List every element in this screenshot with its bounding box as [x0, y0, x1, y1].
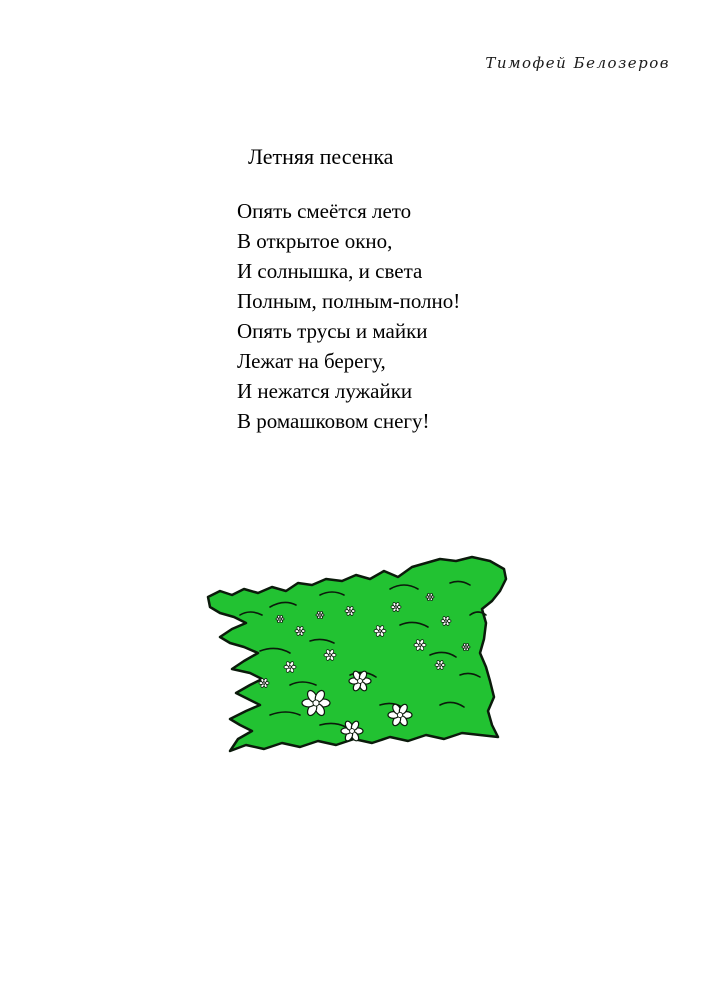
daisy-icon: [259, 678, 269, 688]
poem-line: И нежатся лужайки: [237, 379, 413, 403]
poem-line: В ромашковом снегу!: [237, 409, 430, 433]
poem-title: Летняя песенка: [248, 144, 394, 169]
author-signature: Тимофей Белозеров: [485, 54, 670, 72]
poem-line: Полным, полным-полно!: [237, 289, 461, 313]
daisy-icon: [316, 611, 324, 619]
poem-line: Лежат на берегу,: [237, 349, 386, 373]
daisy-icon: [426, 593, 434, 601]
daisy-icon: [435, 660, 445, 670]
poem-line: В открытое окно,: [237, 229, 393, 253]
daisy-icon: [276, 615, 284, 623]
poem-line: Опять трусы и майки: [237, 319, 428, 343]
poem-line: И солнышка, и света: [237, 259, 423, 283]
poem-line: Опять смеётся лето: [237, 199, 412, 223]
poem-text: [237, 196, 460, 436]
daisy-icon: [441, 616, 451, 626]
daisy-icon: [391, 602, 401, 612]
meadow-illustration: [200, 555, 510, 755]
daisy-icon: [462, 643, 470, 651]
daisy-icon: [345, 606, 355, 616]
daisy-icon: [295, 626, 305, 636]
